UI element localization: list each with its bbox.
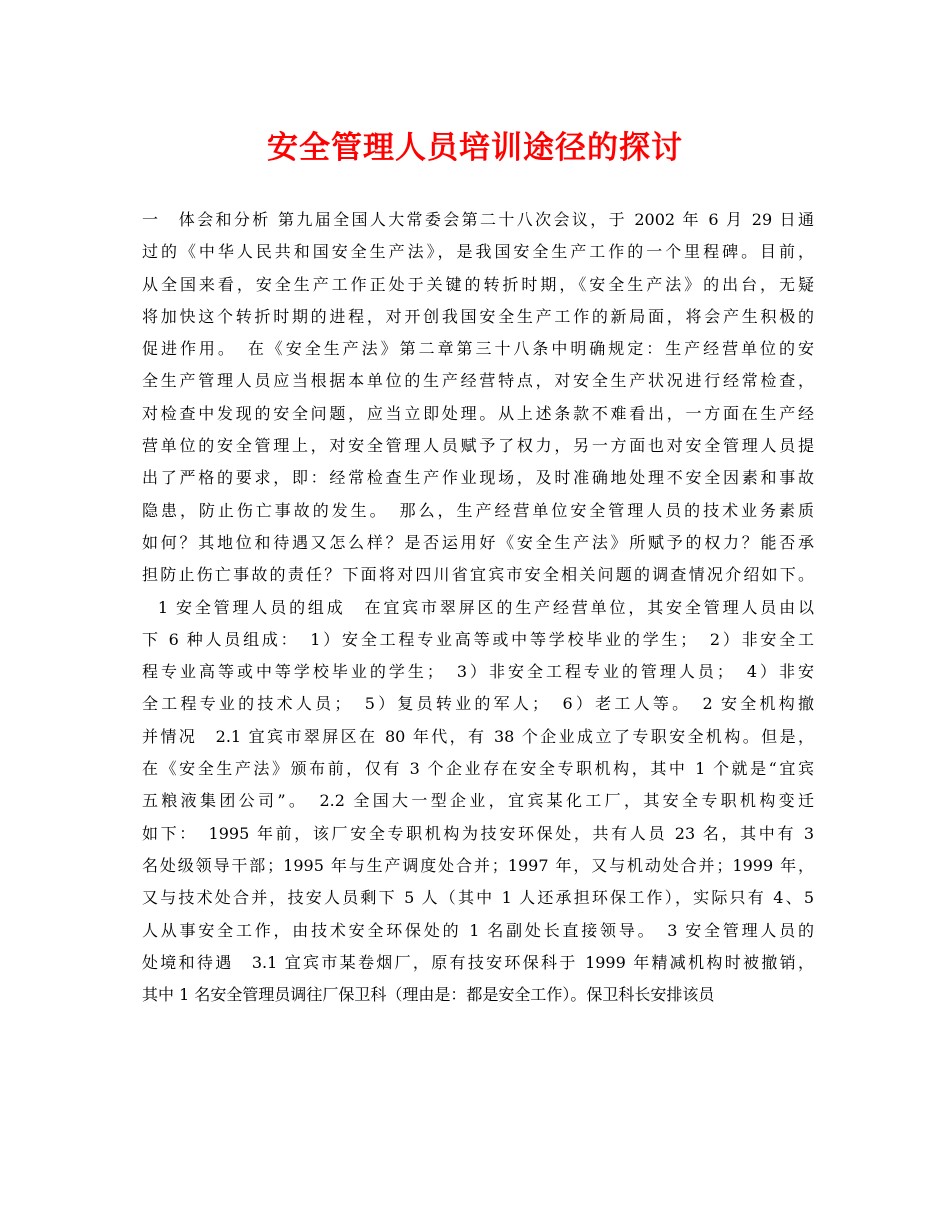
body-line: 出了严格的要求，即：经常检查生产作业现场，及时准确地处理不安全因素和事故 — [142, 468, 814, 488]
body-line: 担防止伤亡事故的责任？下面将对四川省宜宾市安全相关问题的调查情况介绍如下。 — [142, 565, 814, 585]
body-line: 一 体会和分析 第九届全国人大常委会第二十八次会议，于 2002 年 6 月 29 日通 — [142, 210, 814, 229]
body-line: 并情况 2.1 宜宾市翠屏区在 80 年代，有 38 个企业成立了专职安全机构。但是， — [142, 726, 814, 746]
body-line: 全工程专业的技术人员； 5）复员转业的军人； 6）老工人等。 2 安全机构撤 — [142, 694, 814, 714]
body-line: 其中 1 名安全管理员调往厂保卫科（理由是：都是安全工作）。保卫科长安排该员 — [142, 985, 715, 1005]
body-line: 如何？其地位和待遇又怎么样？是否运用好《安全生产法》所赋予的权力？能否承 — [142, 532, 814, 552]
body-line: 全生产管理人员应当根据本单位的生产经营特点，对安全生产状况进行经常检查， — [142, 371, 814, 391]
body-line: 促进作用。 在《安全生产法》第二章第三十八条中明确规定：生产经营单位的安 — [142, 339, 814, 359]
body-line: 从全国来看，安全生产工作正处于关键的转折时期，《安全生产法》的出台，无疑 — [142, 274, 814, 294]
body-line: 将加快这个转折时期的进程，对开创我国安全生产工作的新局面，将会产生积极的 — [142, 306, 814, 326]
body-line: 名处级领导干部；1995 年与生产调度处合并；1997 年，又与机动处合并；1999 年， — [142, 855, 814, 875]
document-body — [142, 204, 814, 1011]
document-title: 安全管理人员培训途径的探讨 — [267, 130, 683, 166]
body-line: 在《安全生产法》颁布前，仅有 3 个企业存在安全专职机构，其中 1 个就是“宜宾 — [142, 759, 814, 779]
body-line: 对检查中发现的安全问题，应当立即处理。从上述条款不难看出，一方面在生产经 — [142, 403, 814, 423]
body-line: 1 安全管理人员的组成 在宜宾市翠屏区的生产经营单位，其安全管理人员由以 — [142, 597, 814, 617]
body-line: 下 6 种人员组成： 1）安全工程专业高等或中等学校毕业的学生； 2）非安全工 — [142, 629, 814, 649]
body-line: 营单位的安全管理上，对安全管理人员赋予了权力，另一方面也对安全管理人员提 — [142, 436, 814, 456]
body-line: 过的《中华人民共和国安全生产法》，是我国安全生产工作的一个里程碑。目前， — [142, 242, 814, 262]
body-line: 处境和待遇 3.1 宜宾市某卷烟厂，原有技安环保科于 1999 年精减机构时被撤销， — [142, 952, 814, 972]
body-line: 又与技术处合并，技安人员剩下 5 人（其中 1 人还承担环保工作），实际只有 4、5 — [142, 888, 814, 908]
body-line: 如下： 1995 年前，该厂安全专职机构为技安环保处，共有人员 23 名，其中有 3 — [142, 823, 814, 843]
body-line: 隐患，防止伤亡事故的发生。 那么，生产经营单位安全管理人员的技术业务素质 — [142, 500, 814, 520]
body-line: 人从事安全工作，由技术安全环保处的 1 名副处长直接领导。 3 安全管理人员的 — [142, 920, 814, 940]
body-line: 程专业高等或中等学校毕业的学生； 3）非安全工程专业的管理人员； 4）非安 — [142, 662, 814, 682]
body-line: 五粮液集团公司”。 2.2 全国大一型企业，宜宾某化工厂，其安全专职机构变迁 — [142, 791, 814, 811]
